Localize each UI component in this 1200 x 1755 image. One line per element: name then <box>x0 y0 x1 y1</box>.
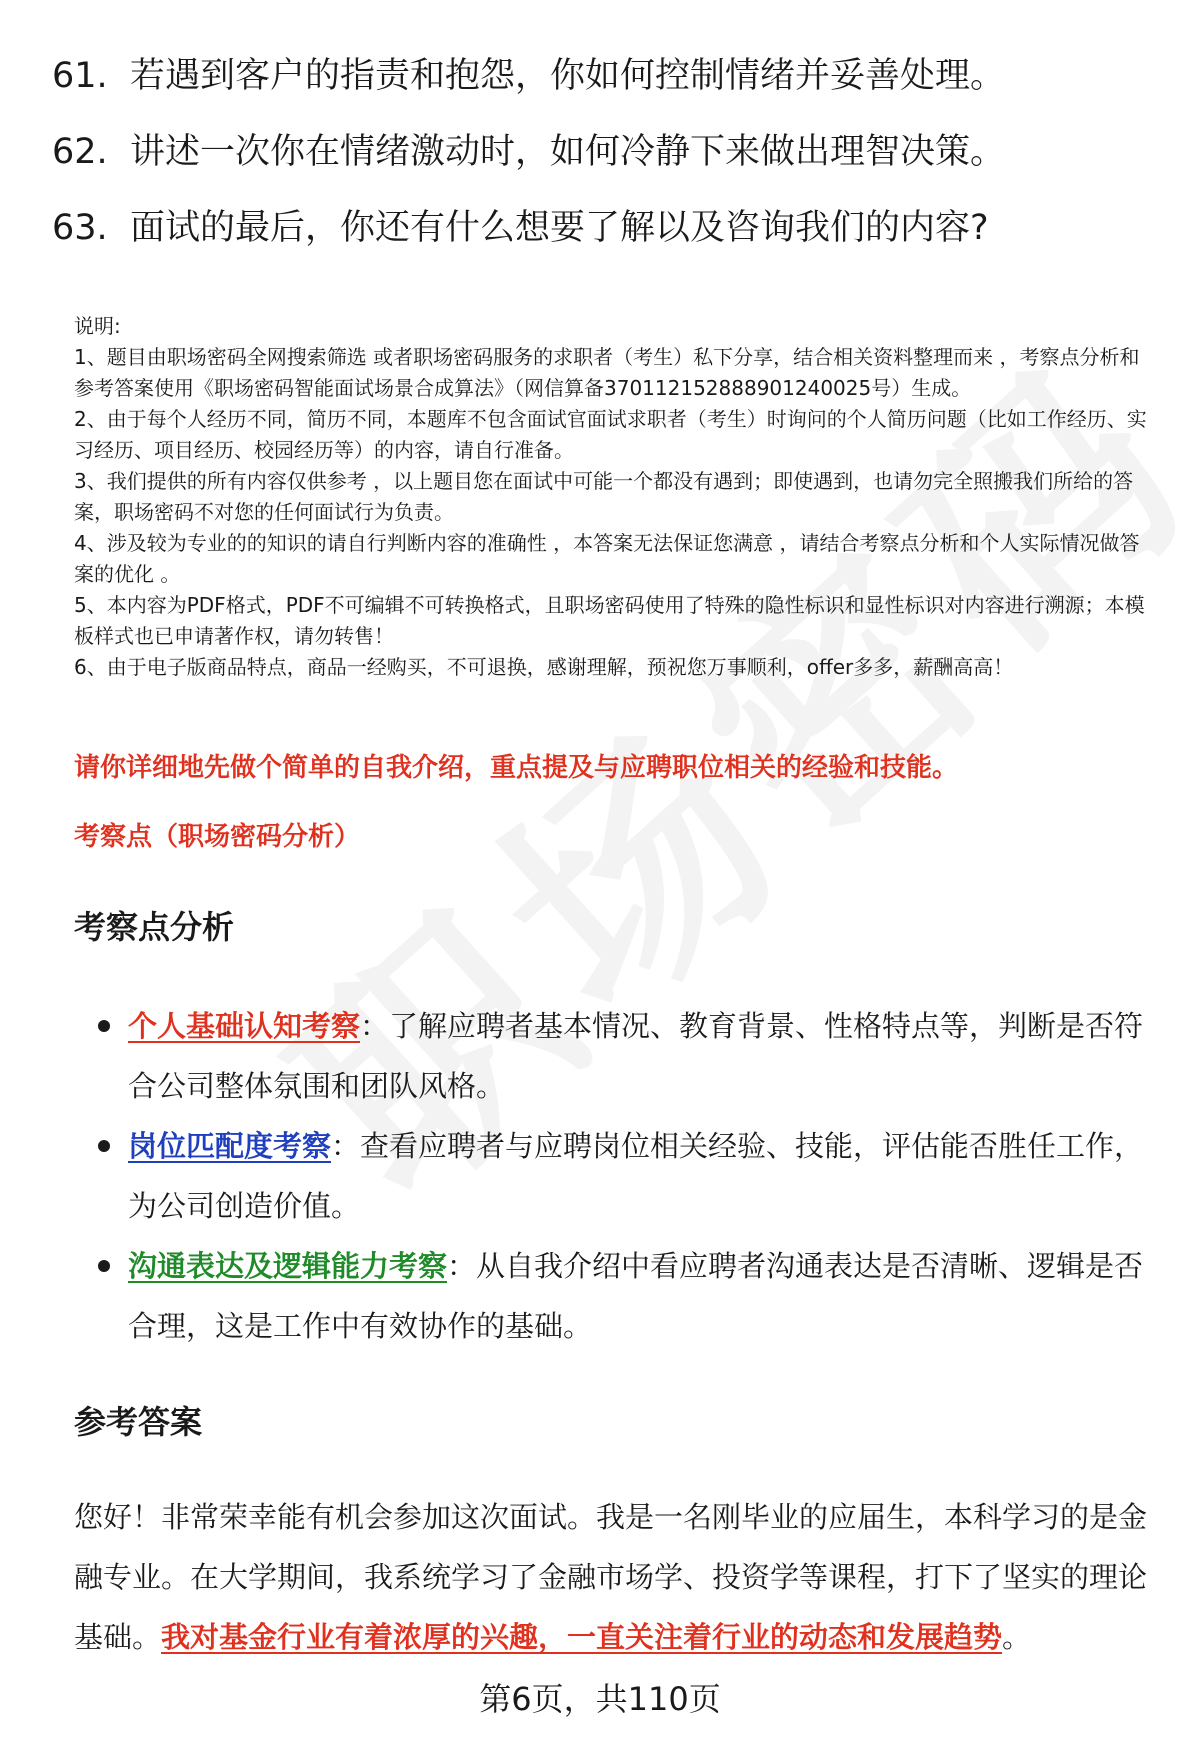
note-item: 2、由于每个人经历不同，简历不同，本题库不包含面试官面试求职者（考生）时询问的个人简历问题（比如工作经历、实习经历、项目经历、校园经历等）的内容，请自行准备。 <box>74 407 1147 462</box>
analysis-text: ：查看应聘者与应聘岗位相关经验、技能，评估能否胜任工作，为公司创造价值。 <box>128 1129 1144 1223</box>
question-number: 61. <box>52 56 108 96</box>
question-text: 若遇到客户的指责和抱怨，你如何控制情绪并妥善处理。 <box>130 56 1006 96</box>
analysis-text: ：从自我介绍中看应聘者沟通表达是否清晰、逻辑是否合理，这是工作中有效协作的基础。 <box>128 1249 1144 1343</box>
analysis-item <box>74 1116 1154 1236</box>
bullet-dot <box>98 1020 110 1032</box>
analysis-keyword: 沟通表达及逻辑能力考察 <box>128 1249 448 1283</box>
bullet-dot <box>98 1260 110 1272</box>
disclaimer-notes <box>74 311 1159 683</box>
question-62 <box>52 128 1005 176</box>
note-item: 1、题目由职场密码全网搜索筛选 或者职场密码服务的求职者（考生）私下分享，结合相关资料整理而来 ，考察点分析和参考答案使用《职场密码智能面试场景合成算法》（网信算备370112152888901240025号）生成。 <box>74 345 1140 400</box>
bullet-dot <box>98 1140 110 1152</box>
note-item: 5、本内容为PDF格式，PDF不可编辑不可转换格式，且职场密码使用了特殊的隐性标识和显性标识对内容进行溯源；本模板样式也已申请著作权，请勿转售！ <box>74 593 1145 648</box>
analysis-title: 考察点分析 <box>74 908 235 946</box>
answer-text: 您好！非常荣幸能有机会参加这次面试。我是一名刚毕业的应届生，本科学习的是金融专业。在大学期间，我系统学习了金融市场学、投资学等课程，打下了坚实的理论基础。 <box>74 1500 1148 1654</box>
analysis-keyword: 个人基础认知考察 <box>128 1009 361 1043</box>
note-item: 6、由于电子版商品特点，商品一经购买，不可退换，感谢理解，预祝您万事顺利，offer多多，薪酬高高！ <box>74 655 1014 679</box>
question-number: 62. <box>52 132 108 172</box>
answer-title: 参考答案 <box>74 1403 203 1441</box>
answer-tail: 。 <box>1002 1620 1032 1654</box>
question-number: 63. <box>52 208 108 248</box>
note-item: 4、涉及较为专业的的知识的请自行判断内容的准确性 ，本答案无法保证您满意 ，请结合考察点分析和个人实际情况做答案的优化 。 <box>74 531 1140 586</box>
analysis-item <box>74 1236 1154 1356</box>
question-text: 面试的最后，你还有什么想要了解以及咨询我们的内容? <box>130 208 989 248</box>
answer-highlight: 我对基金行业有着浓厚的兴趣，一直关注着行业的动态和发展趋势 <box>161 1620 1003 1654</box>
page-footer: 第6页，共110页 <box>479 1680 721 1718</box>
answer-paragraph <box>74 1487 1154 1667</box>
analysis-text: ：了解应聘者基本情况、教育背景、性格特点等，判断是否符合公司整体氛围和团队风格。 <box>128 1009 1144 1103</box>
analysis-list <box>74 996 1154 1356</box>
analysis-item <box>74 996 1154 1116</box>
main-question: 请你详细地先做个简单的自我介绍，重点提及与应聘职位相关的经验和技能。 <box>74 753 959 783</box>
question-text: 讲述一次你在情绪激动时，如何冷静下来做出理智决策。 <box>130 132 1006 172</box>
question-61 <box>52 52 1005 100</box>
note-item: 3、我们提供的所有内容仅供参考 ，以上题目您在面试中可能一个都没有遇到；即使遇到，也请勿完全照搬我们所给的答案，职场密码不对您的任何面试行为负责。 <box>74 469 1134 524</box>
question-63 <box>52 204 989 252</box>
analysis-keyword: 岗位匹配度考察 <box>128 1129 332 1163</box>
notes-title: 说明: <box>74 314 121 338</box>
exam-point-label: 考察点（职场密码分析） <box>74 822 361 852</box>
